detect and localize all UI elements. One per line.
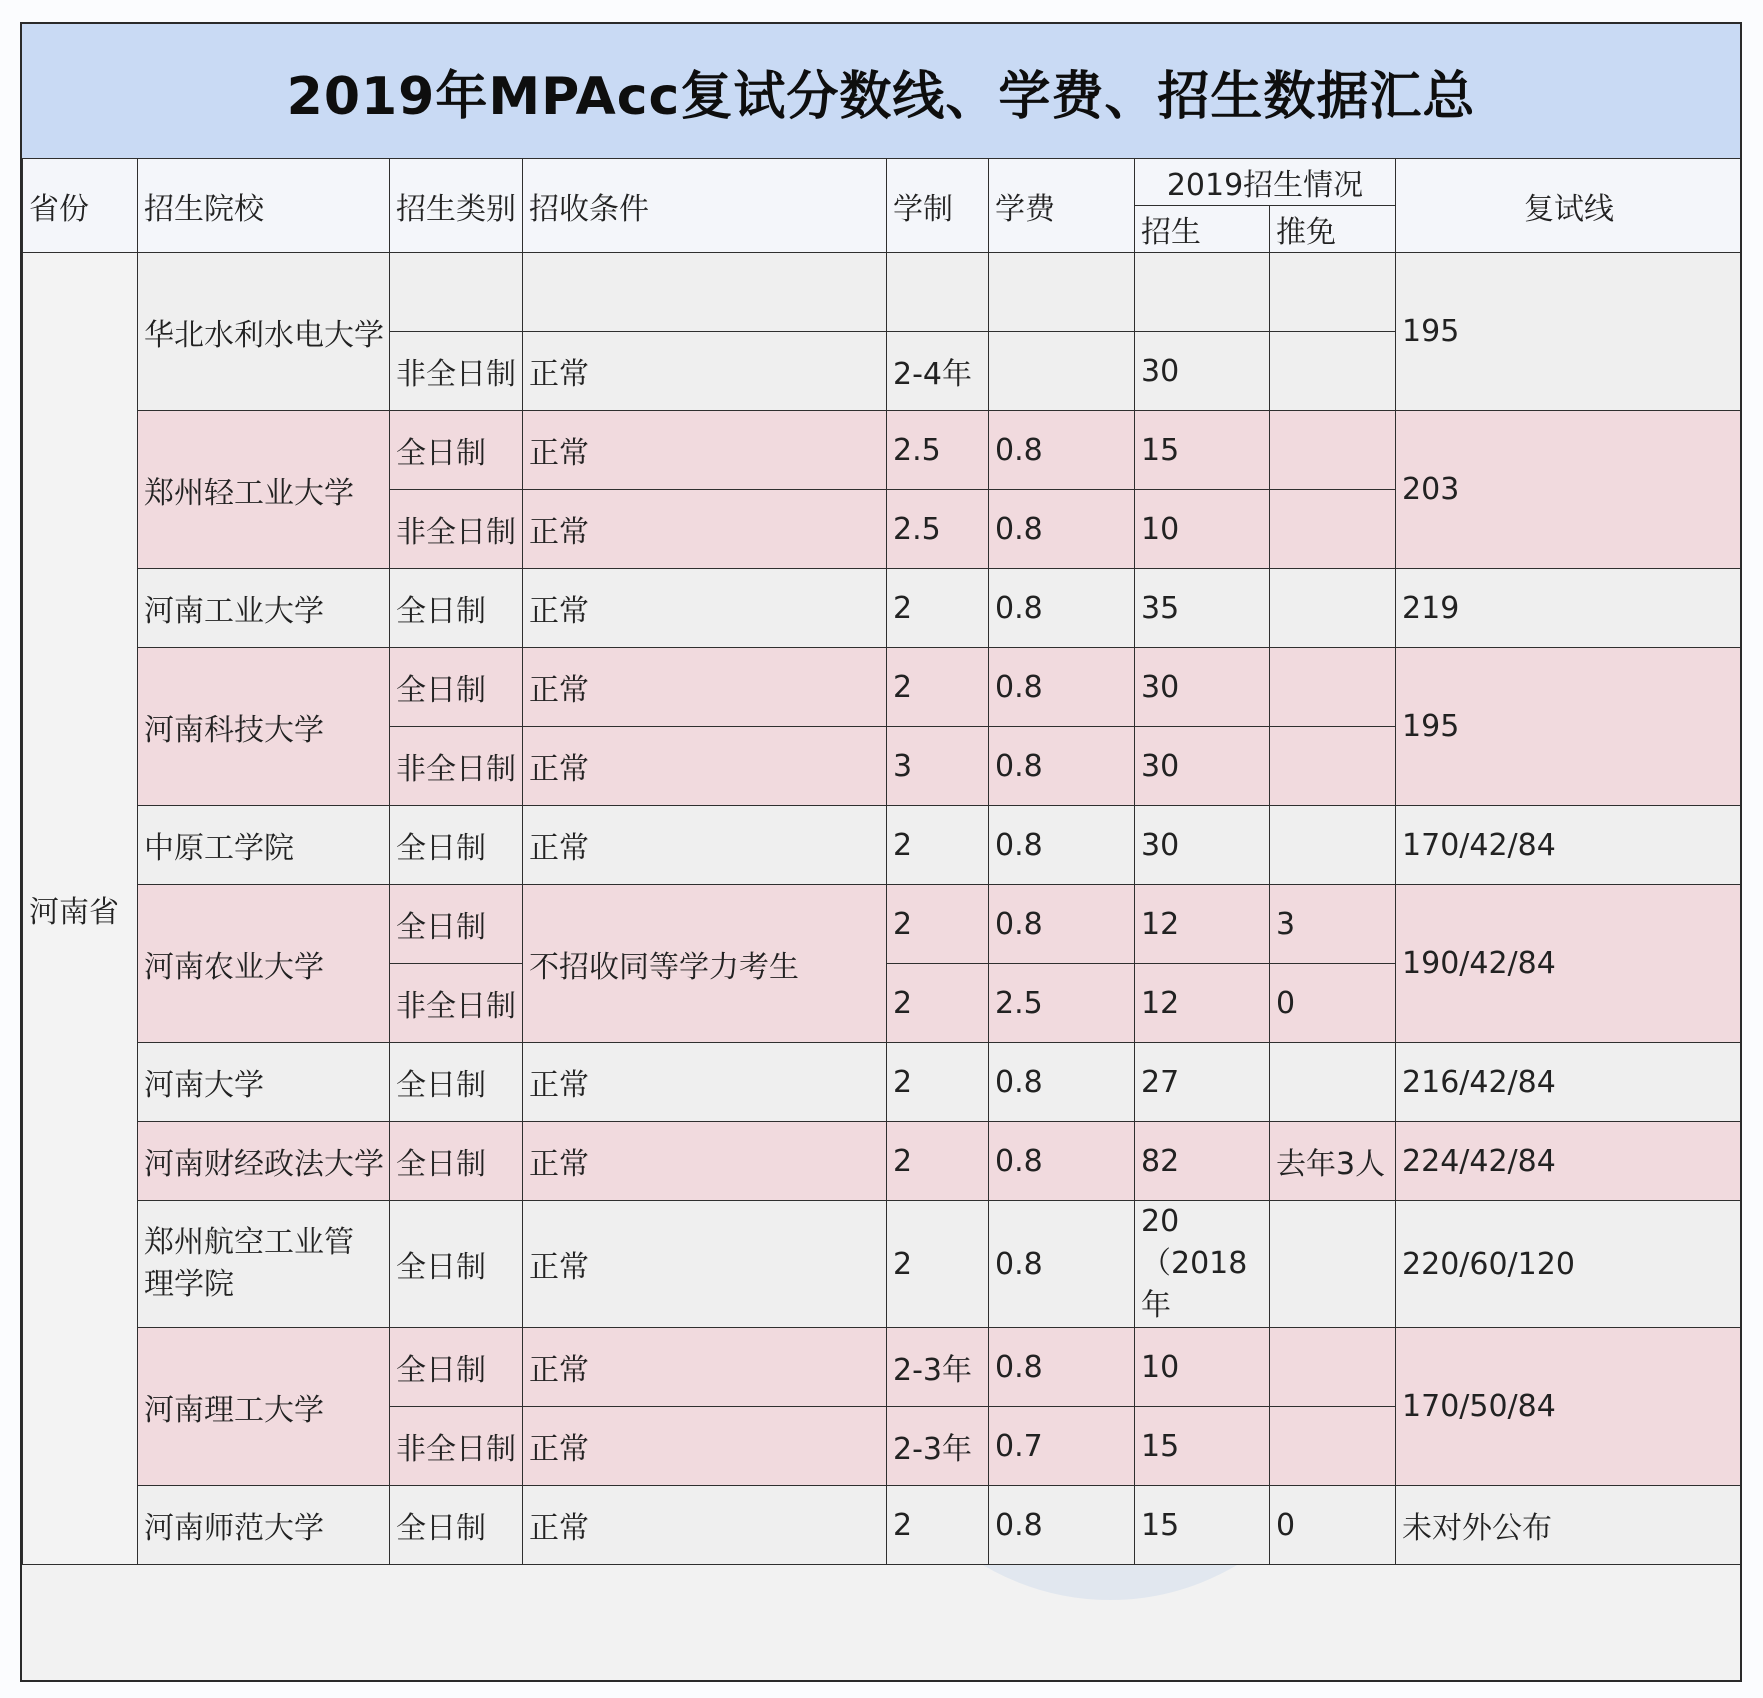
enroll-cell: 30 bbox=[1135, 806, 1270, 885]
province-cell: 河南省 bbox=[23, 253, 138, 1565]
exempt-cell bbox=[1270, 1201, 1396, 1328]
tuition-cell bbox=[989, 253, 1135, 332]
header-school: 招生院校 bbox=[138, 159, 390, 253]
tuition-cell: 0.8 bbox=[989, 411, 1135, 490]
table-row bbox=[23, 885, 1743, 964]
score-cell: 170/50/84 bbox=[1396, 1328, 1742, 1486]
score-cell: 220/60/120 bbox=[1396, 1201, 1742, 1328]
condition-cell: 正常 bbox=[523, 1201, 887, 1328]
category-cell: 全日制 bbox=[390, 1486, 523, 1565]
duration-cell: 2.5 bbox=[887, 411, 989, 490]
header-enroll-group: 2019招生情况 bbox=[1135, 159, 1396, 206]
score-cell: 195 bbox=[1396, 253, 1742, 411]
tuition-cell: 0.8 bbox=[989, 648, 1135, 727]
category-cell bbox=[390, 253, 523, 332]
table-row bbox=[23, 1122, 1743, 1201]
enroll-cell: 20（2018年 bbox=[1135, 1201, 1270, 1328]
exempt-cell: 3 bbox=[1270, 885, 1396, 964]
exempt-cell bbox=[1270, 1328, 1396, 1407]
header-exempt: 推免 bbox=[1270, 206, 1396, 253]
duration-cell: 2 bbox=[887, 964, 989, 1043]
condition-cell: 正常 bbox=[523, 490, 887, 569]
condition-cell: 正常 bbox=[523, 332, 887, 411]
category-cell: 全日制 bbox=[390, 1201, 523, 1328]
category-cell: 非全日制 bbox=[390, 1407, 523, 1486]
table-row bbox=[23, 648, 1743, 727]
exempt-cell bbox=[1270, 727, 1396, 806]
school-name: 河南工业大学 bbox=[138, 569, 390, 648]
enroll-cell bbox=[1135, 253, 1270, 332]
condition-cell: 正常 bbox=[523, 1328, 887, 1407]
category-cell: 全日制 bbox=[390, 806, 523, 885]
duration-cell: 2 bbox=[887, 1043, 989, 1122]
header-enroll: 招生 bbox=[1135, 206, 1270, 253]
header-duration: 学制 bbox=[887, 159, 989, 253]
school-name: 华北水利水电大学 bbox=[138, 253, 390, 411]
score-cell: 170/42/84 bbox=[1396, 806, 1742, 885]
school-name: 郑州航空工业管理学院 bbox=[138, 1201, 390, 1328]
category-cell: 全日制 bbox=[390, 1122, 523, 1201]
enroll-cell: 10 bbox=[1135, 1328, 1270, 1407]
duration-cell: 2 bbox=[887, 806, 989, 885]
category-cell: 非全日制 bbox=[390, 727, 523, 806]
page-title: 2019年MPAcc复试分数线、学费、招生数据汇总 bbox=[22, 24, 1740, 160]
exempt-cell bbox=[1270, 411, 1396, 490]
table-row bbox=[23, 806, 1743, 885]
exempt-cell bbox=[1270, 253, 1396, 332]
enroll-cell: 10 bbox=[1135, 490, 1270, 569]
enroll-cell: 30 bbox=[1135, 648, 1270, 727]
exempt-cell: 去年3人 bbox=[1270, 1122, 1396, 1201]
tuition-cell: 0.8 bbox=[989, 1328, 1135, 1407]
tuition-cell: 0.8 bbox=[989, 1043, 1135, 1122]
category-cell: 全日制 bbox=[390, 648, 523, 727]
table-frame bbox=[20, 22, 1742, 1682]
enroll-cell: 82 bbox=[1135, 1122, 1270, 1201]
tuition-cell: 0.8 bbox=[989, 885, 1135, 964]
duration-cell: 2 bbox=[887, 1201, 989, 1328]
enroll-cell: 35 bbox=[1135, 569, 1270, 648]
table-row bbox=[23, 569, 1743, 648]
school-name: 河南科技大学 bbox=[138, 648, 390, 806]
duration-cell: 2 bbox=[887, 885, 989, 964]
exempt-cell bbox=[1270, 490, 1396, 569]
score-cell: 195 bbox=[1396, 648, 1742, 806]
enroll-cell: 12 bbox=[1135, 885, 1270, 964]
exempt-cell bbox=[1270, 1043, 1396, 1122]
duration-cell: 2-3年 bbox=[887, 1328, 989, 1407]
duration-cell: 2 bbox=[887, 569, 989, 648]
tuition-cell: 0.7 bbox=[989, 1407, 1135, 1486]
school-name: 中原工学院 bbox=[138, 806, 390, 885]
tuition-cell: 0.8 bbox=[989, 569, 1135, 648]
condition-cell: 正常 bbox=[523, 1122, 887, 1201]
exempt-cell bbox=[1270, 648, 1396, 727]
condition-cell: 正常 bbox=[523, 1407, 887, 1486]
enroll-cell: 30 bbox=[1135, 332, 1270, 411]
category-cell: 全日制 bbox=[390, 569, 523, 648]
school-name: 郑州轻工业大学 bbox=[138, 411, 390, 569]
category-cell: 非全日制 bbox=[390, 964, 523, 1043]
tuition-cell: 0.8 bbox=[989, 1122, 1135, 1201]
score-cell: 190/42/84 bbox=[1396, 885, 1742, 1043]
enroll-cell: 27 bbox=[1135, 1043, 1270, 1122]
score-cell: 216/42/84 bbox=[1396, 1043, 1742, 1122]
exempt-cell bbox=[1270, 569, 1396, 648]
duration-cell: 2-4年 bbox=[887, 332, 989, 411]
score-cell: 224/42/84 bbox=[1396, 1122, 1742, 1201]
enroll-cell: 30 bbox=[1135, 727, 1270, 806]
duration-cell: 2 bbox=[887, 648, 989, 727]
exempt-cell: 0 bbox=[1270, 964, 1396, 1043]
tuition-cell: 0.8 bbox=[989, 1201, 1135, 1328]
score-cell: 203 bbox=[1396, 411, 1742, 569]
header-condition: 招收条件 bbox=[523, 159, 887, 253]
table-row bbox=[23, 1486, 1743, 1565]
table-row bbox=[23, 1043, 1743, 1122]
duration-cell: 3 bbox=[887, 727, 989, 806]
duration-cell bbox=[887, 253, 989, 332]
condition-cell: 正常 bbox=[523, 1043, 887, 1122]
enroll-cell: 15 bbox=[1135, 1407, 1270, 1486]
table-row bbox=[23, 253, 1743, 332]
tuition-cell: 0.8 bbox=[989, 727, 1135, 806]
tuition-cell: 2.5 bbox=[989, 964, 1135, 1043]
header-category: 招生类别 bbox=[390, 159, 523, 253]
tuition-cell bbox=[989, 332, 1135, 411]
category-cell: 全日制 bbox=[390, 885, 523, 964]
duration-cell: 2.5 bbox=[887, 490, 989, 569]
condition-cell: 正常 bbox=[523, 1486, 887, 1565]
enroll-cell: 15 bbox=[1135, 1486, 1270, 1565]
tuition-cell: 0.8 bbox=[989, 490, 1135, 569]
school-name: 河南大学 bbox=[138, 1043, 390, 1122]
data-table bbox=[22, 158, 1742, 1565]
school-name: 河南财经政法大学 bbox=[138, 1122, 390, 1201]
tuition-cell: 0.8 bbox=[989, 806, 1135, 885]
exempt-cell: 0 bbox=[1270, 1486, 1396, 1565]
score-cell: 未对外公布 bbox=[1396, 1486, 1742, 1565]
condition-cell: 正常 bbox=[523, 648, 887, 727]
duration-cell: 2 bbox=[887, 1122, 989, 1201]
duration-cell: 2 bbox=[887, 1486, 989, 1565]
condition-cell: 不招收同等学力考生 bbox=[523, 885, 887, 1043]
condition-cell: 正常 bbox=[523, 569, 887, 648]
duration-cell: 2-3年 bbox=[887, 1407, 989, 1486]
category-cell: 全日制 bbox=[390, 1328, 523, 1407]
school-name: 河南农业大学 bbox=[138, 885, 390, 1043]
header-score: 复试线 bbox=[1396, 159, 1742, 253]
header-province: 省份 bbox=[23, 159, 138, 253]
condition-cell: 正常 bbox=[523, 727, 887, 806]
table-row bbox=[23, 1328, 1743, 1407]
tuition-cell: 0.8 bbox=[989, 1486, 1135, 1565]
category-cell: 全日制 bbox=[390, 1043, 523, 1122]
condition-cell bbox=[523, 253, 887, 332]
header-tuition: 学费 bbox=[989, 159, 1135, 253]
enroll-cell: 15 bbox=[1135, 411, 1270, 490]
condition-cell: 正常 bbox=[523, 806, 887, 885]
school-name: 河南理工大学 bbox=[138, 1328, 390, 1486]
table-body bbox=[23, 159, 1743, 1565]
exempt-cell bbox=[1270, 806, 1396, 885]
score-cell: 219 bbox=[1396, 569, 1742, 648]
category-cell: 全日制 bbox=[390, 411, 523, 490]
table-row bbox=[23, 1201, 1743, 1328]
exempt-cell bbox=[1270, 332, 1396, 411]
category-cell: 非全日制 bbox=[390, 490, 523, 569]
condition-cell: 正常 bbox=[523, 411, 887, 490]
category-cell: 非全日制 bbox=[390, 332, 523, 411]
enroll-cell: 12 bbox=[1135, 964, 1270, 1043]
exempt-cell bbox=[1270, 1407, 1396, 1486]
table-row bbox=[23, 411, 1743, 490]
school-name: 河南师范大学 bbox=[138, 1486, 390, 1565]
